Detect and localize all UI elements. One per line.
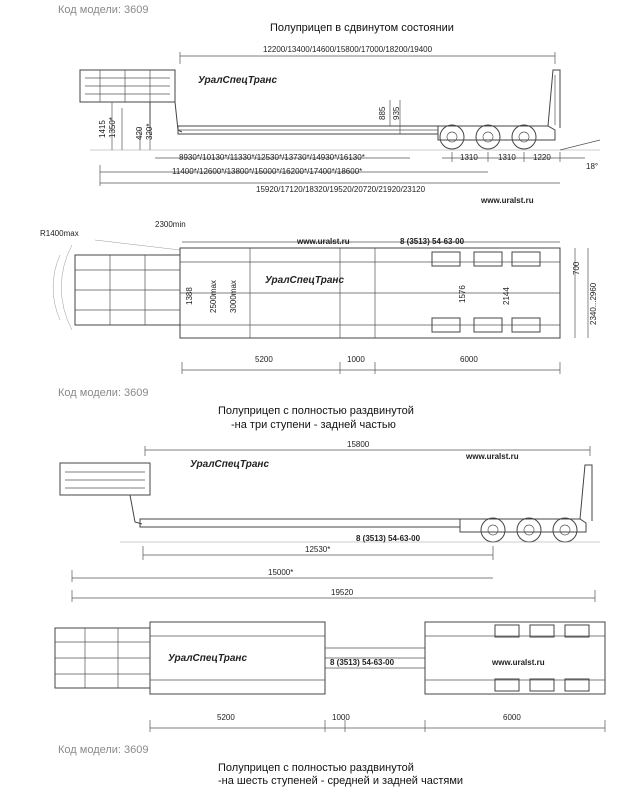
dim-total-1: 15920/17120/18320/19520/20720/21920/23120: [256, 185, 426, 194]
model-code-label-1: Код модели: 3609: [58, 4, 149, 16]
dim-6000-1: 6000: [460, 355, 478, 364]
side-view-retracted: [80, 52, 600, 186]
dim-rear: 1220: [533, 153, 551, 162]
dim-deck-2: 12530*: [305, 545, 331, 554]
dim-1000-2: 1000: [332, 713, 350, 722]
plan-view-extended-3: [55, 622, 605, 732]
dim-mid-2: 15000*: [268, 568, 294, 577]
dim-5200-2: 5200: [217, 713, 235, 722]
dim-6000-2: 6000: [503, 713, 521, 722]
brand-logo-plan-1: УралСпецТранс: [265, 275, 345, 286]
website-url-2: www.uralst.ru: [466, 452, 519, 461]
dim-1415: 1415: [98, 120, 107, 138]
section1-title: Полуприцеп в сдвинутом состоянии: [270, 22, 454, 34]
dim-420: 420: [135, 126, 144, 140]
dim-885: 885: [378, 106, 387, 120]
dim-turn: 2300min: [155, 220, 186, 229]
dim-1388: 1388: [185, 287, 194, 305]
dim-3000: 3000max: [229, 280, 238, 313]
phone-number-2: 8 (3513) 54-63-00: [356, 534, 421, 543]
brand-logo-1: УралСпецТранс: [198, 75, 278, 86]
dim-1350: 1350*: [108, 117, 117, 138]
dim-axle-1: 1310: [460, 153, 478, 162]
dim-top-length-1: 12200/13400/14600/15800/17000/18200/19400: [263, 45, 433, 54]
dim-radius: R1400max: [40, 229, 79, 238]
section3-title-line2: -на шесть ступеней - средней и задней частями: [218, 775, 464, 787]
dim-2340: 2340...2960: [589, 282, 598, 325]
section3-title-line1: Полуприцеп с полностью раздвинутой: [218, 762, 414, 774]
dim-deck-1: 8930*/10130*/11330*/12530*/13730*/14930*/16130*: [179, 153, 365, 162]
dim-total-2: 19520: [331, 588, 354, 597]
phone-number-plan-2: 8 (3513) 54-63-00: [330, 658, 395, 667]
side-view-extended-3: [60, 446, 600, 602]
model-code-label-3: Код модели: 3609: [58, 744, 149, 756]
website-url-1: www.uralst.ru: [481, 196, 534, 205]
brand-logo-2: УралСпецТранс: [190, 459, 270, 470]
phone-number-1: 8 (3513) 54-63-00: [400, 237, 465, 246]
dim-935: 935: [392, 106, 401, 120]
dim-axle-2: 1310: [498, 153, 516, 162]
dim-mid-1: 11400*/12600*/13800*/15000*/16200*/17400*/18600*: [172, 167, 363, 176]
brand-logo-plan-2: УралСпецТранс: [168, 653, 248, 664]
plan-view-retracted: [53, 237, 588, 374]
dim-5200-1: 5200: [255, 355, 273, 364]
website-url-plan-1: www.uralst.ru: [297, 237, 350, 246]
model-code-label-2: Код модели: 3609: [58, 387, 149, 399]
dim-1576: 1576: [458, 285, 467, 303]
dim-2500: 2500max: [209, 280, 218, 313]
section2-title-line2: -на три ступени - задней частью: [231, 419, 396, 431]
website-url-plan-2: www.uralst.ru: [492, 658, 545, 667]
dim-1000-1: 1000: [347, 355, 365, 364]
dim-320: 320*: [145, 123, 154, 140]
dim-top-length-2: 15800: [347, 440, 370, 449]
dim-2144: 2144: [502, 287, 511, 305]
dim-700: 700: [572, 261, 581, 275]
dim-angle: 18°: [586, 162, 599, 171]
section2-title-line1: Полуприцеп с полностью раздвинутой: [218, 405, 414, 417]
